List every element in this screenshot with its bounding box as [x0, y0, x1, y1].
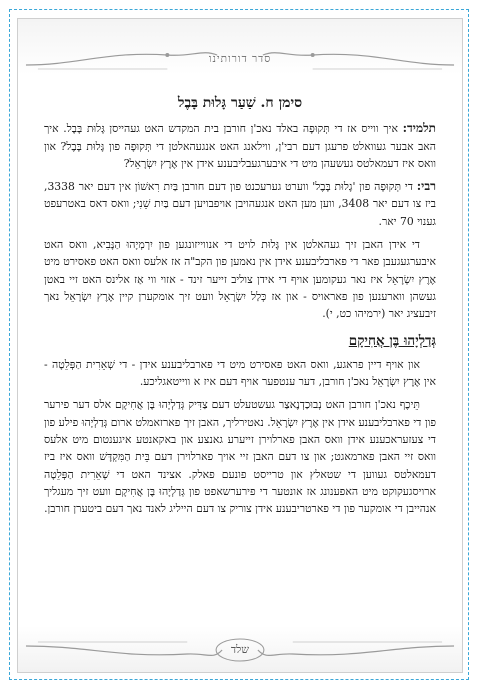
paragraph-text: די תְּקוּפָה פון 'גָלוּת בָּבֶל' ווערט גערעכנט פון דעם חורבן בַּיִת רִאשׁוֹן אין דעם יאר 3338, ביז צו דעם יאר 3408, ווען מען האט אנגעהויבן אויפבויען דעם בַּיִת שֵׁנִי; וואס דאס באטרעפט גענוי 70 יאר. [44, 180, 436, 228]
paragraph [44, 356, 436, 391]
paragraph-text: תֵּיכֶף נאכ'ן חורבן האט נְבוּכַדְנֶאצַר געשטעלט דעם צַדִּיק גְּדַלְיָהוּ בֶּן אֲחִיקָם אלס דער פירער פון די פארבליבענע אידן אין אֶרֶץ יִשְׂרָאֵל. נאטירליך, האבן זיך פארזאמלט ארום גְּדַלְיָהוּ פילע פון די צעזעראכענע אידן וואס האבן פארלוירן זייערע גאנצע און באקאנטע איגענטום מיט אלעס וואס זיי האבן פארמאגט; און צו דעם האבן זיי אויך פארלוירן דעם בֵּית הַמִּקְדָּשׁ וואס איז ביז דעמאלטס געווען די שטאלץ און טרייסט פונעם פאלק. אצינד האט די שְׁאֵרִית הַפְּלֵטָה ארויסגעקוקט מיט האפענונג אז אונטער די פירערשאפט פון גְּדַלְיָהוּ בֶּן אֲחִיקָם וועט זיך מעגליך אנהייבן די אומקער פון די פארטריבענע אידן צוריק צו דעם הייליג לאנד נאך דעם ביטערן חורבן. [44, 398, 436, 516]
speaker-label: רבי: [416, 179, 437, 194]
paragraph [44, 120, 436, 172]
paragraph-text: די אידן האבן זיך געהאלטן אין גָּלוּת לויט די אנווייזונגען פון יִרְמְיָהוּ הַנָּבִיא, וואס האט איבערגעגעבן פאר די פארבליבענע אידן אין נאמען פון הקב"ה אז אלעס וואס האט פאסירט מיט אֶרֶץ יִשְׂרָאֵל איז נאר געקומען אויף די אידן צוליב זייער זינד - אזוי ווי אַז אלינס האט זיי באטן געשהן ווארענען פון פאראויס - און אז כְּלַל יִשְׂרָאֵל וועט זיך אומקערן קיין אֶרֶץ יִשְׂרָאֵל נאך זיבעציג יאר (ירמיהו כט, י). [44, 238, 436, 321]
page-content [44, 95, 436, 524]
section-heading: סימן ח. שַׁעַר גָּלוּת בָּבֶל [177, 95, 303, 111]
page-number: שלד [230, 643, 250, 656]
paragraph [44, 178, 436, 230]
paragraph-text: איך ווייס אז די תְּקוּפָה באלד נאכ'ן חורבן בית המקדש האט געהייסן גָּלוּת בָּבֶל. איך האב אבער געוואלט פרעגן דעם רבי'ן, ווילאנג האט אנגעהאלטן די תְּקוּפָה פון גָּלוּת בָּבֶל? און וואס איז דעמאלטס געשעהן מיט די איבערגעבליבענע אידן אין אֶרֶץ יִשְׂרָאֵל? [44, 122, 436, 170]
speaker-label: תלמיד: [402, 121, 437, 136]
paragraph [44, 236, 436, 322]
paragraph-text: און אויף דיין פראגע, וואס האט פאסירט מיט די פארבליבענע אידן - די שְׁאֵרִית הַפְּלֵטָה - אין אֶרֶץ יִשְׂרָאֵל נאכ'ן חורבן, דער ענטפער אויף דעם איז א ווייטאגליכע. [44, 357, 436, 389]
paragraph [44, 396, 436, 517]
subsection-heading: גְּדַלְיָהוּ בֶּן אֲחִיקָם [348, 332, 436, 349]
book-page [17, 18, 463, 673]
series-title: סדר דורותינו [208, 53, 272, 65]
